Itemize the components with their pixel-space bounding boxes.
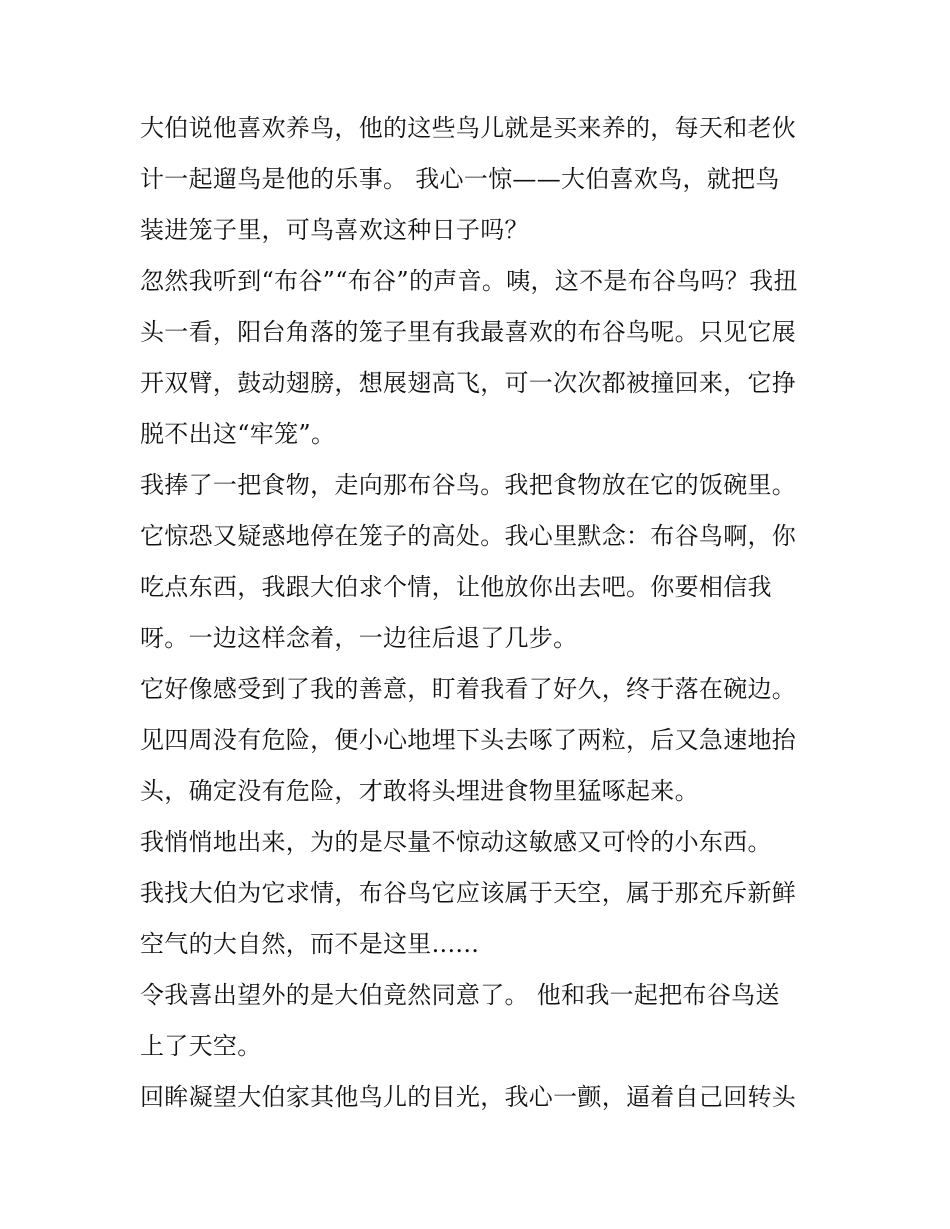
text-line: 忽然我听到“布谷”“布谷”的声音。咦，这不是布谷鸟吗？我扭 (140, 267, 798, 295)
text-line: 令我喜出望外的是大伯竟然同意了。 他和我一起把布谷鸟送 (140, 981, 780, 1009)
text-line: 见四周没有危险，便小心地埋下头去啄了两粒，后又急速地抬 (140, 726, 797, 754)
text-line: 头，确定没有危险，才敢将头埋进食物里猛啄起来。 (140, 777, 699, 805)
text-line: 头一看，阳台角落的笼子里有我最喜欢的布谷鸟呢。只见它展 (140, 318, 797, 346)
text-line: 空气的大自然，而不是这里...... (140, 930, 480, 958)
text-line: 我悄悄地出来，为的是尽量不惊动这敏感又可怜的小东西。 (140, 828, 772, 856)
text-line: 回眸凝望大伯家其他鸟儿的目光，我心一颤，逼着自己回转头 (140, 1083, 797, 1111)
paragraph (140, 460, 820, 664)
text-line: 我找大伯为它求情，布谷鸟它应该属于天空，属于那充斥新鲜 (140, 879, 797, 907)
text-line: 上了天空。 (140, 1032, 262, 1060)
text-line: 计一起遛鸟是他的乐事。 我心一惊——大伯喜欢鸟，就把鸟 (140, 165, 780, 193)
paragraph (140, 817, 820, 868)
text-line: 它惊恐又疑惑地停在笼子的高处。我心里默念：布谷鸟啊，你 (140, 522, 797, 550)
paragraph (140, 868, 820, 970)
text-line: 开双臂，鼓动翅膀，想展翅高飞，可一次次都被撞回来，它挣 (140, 369, 797, 397)
text-line: 吃点东西，我跟大伯求个情，让他放你出去吧。你要相信我 (140, 573, 772, 601)
paragraph (140, 664, 820, 817)
paragraph (140, 256, 820, 460)
text-line: 脱不出这“牢笼”。 (140, 420, 336, 448)
paragraph (140, 1072, 820, 1123)
paragraph (140, 103, 820, 256)
text-line: 大伯说他喜欢养鸟，他的这些鸟儿就是买来养的，每天和老伙 (140, 114, 797, 142)
text-line: 装进笼子里，可鸟喜欢这种日子吗？ (140, 216, 529, 244)
paragraph (140, 970, 820, 1072)
text-line: 呀。一边这样念着，一边往后退了几步。 (140, 624, 578, 652)
text-line: 它好像感受到了我的善意，盯着我看了好久，终于落在碗边。 (140, 675, 797, 703)
text-line: 我捧了一把食物，走向那布谷鸟。我把食物放在它的饭碗里。 (140, 471, 797, 499)
article-body (140, 103, 820, 1123)
